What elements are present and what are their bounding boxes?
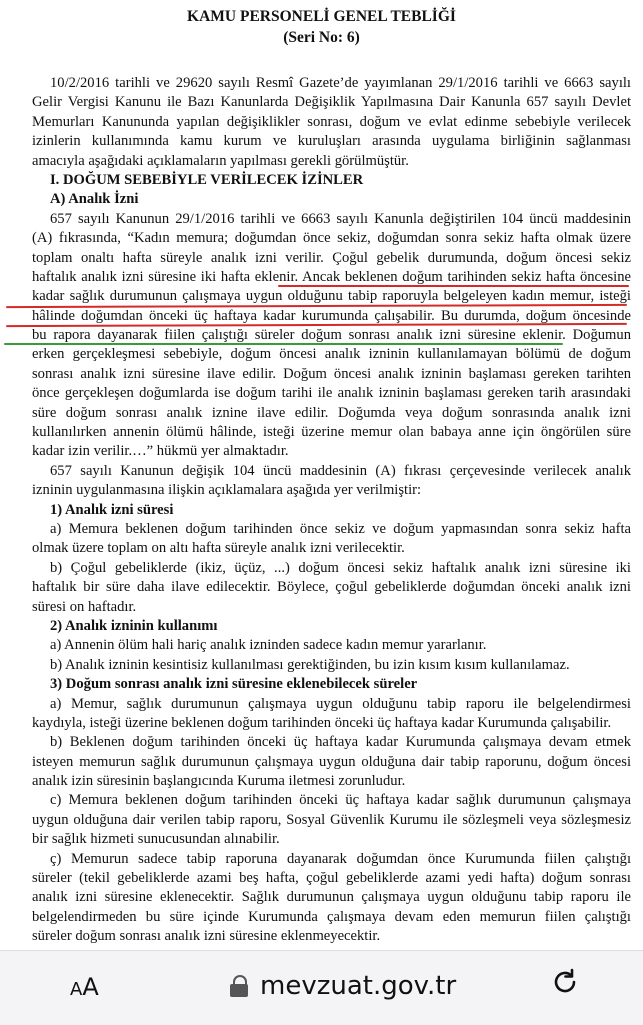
text-line: I. DOĞUM SEBEBİYLE VERİLECEK İZİNLER bbox=[50, 171, 364, 188]
text-line: analık izin süresinin başlangıcında Kuruma iletmesi zorunludur. bbox=[32, 773, 406, 790]
text-line: süresi on haftadır. bbox=[32, 598, 137, 615]
text-line: uygun olduğuna dair verilen tabip raporu, Sosyal Güvenlik Kurumu ile sözleşmeli veya sözleşmesiz bbox=[32, 811, 631, 828]
text-line: kadar izin verilir.…” hükmü yer almaktadır. bbox=[32, 443, 289, 460]
text-line: 1) Analık izni süresi bbox=[50, 501, 174, 518]
text-line: A) Analık İzni bbox=[50, 191, 139, 208]
text-line: 2) Analık izninin kullanımı bbox=[50, 617, 218, 634]
lock-icon bbox=[230, 975, 248, 997]
text-line: bir sağlık hizmeti sunucusundan alınabilir. bbox=[32, 831, 280, 848]
text-line: a) Annenin ölüm hali hariç analık izninden sadece kadın memur yararlanır. bbox=[50, 637, 487, 654]
text-line: analık izni süresine eklenecektir. Sağlık durumunun çalışmaya uygun olduğunu tabip raporu ile bbox=[32, 889, 631, 906]
text-line: süreler doğum sonrası analık izni süresine eklenmeyecektir. bbox=[32, 928, 381, 945]
text-line: önce gerçekleşen doğumlarda ise doğum tarihi ile analık izninin başlaması gereken tarih arasındaki bbox=[32, 385, 631, 402]
text-line: belgelendirmeden bu süre içinde Kurumunda çalışmaya devam eden memurun fiilen çalıştığı bbox=[32, 908, 631, 925]
text-line: süre doğum sonrası analık iznine ilave edilir. Doğumda veya doğum sonrasında analık izni bbox=[32, 404, 631, 421]
url-field[interactable] bbox=[230, 971, 456, 1001]
text-line: toplam onaltı hafta süreyle analık izni verilir. Çoğul gebelik durumunda, doğum öncesi sekiz bbox=[32, 249, 631, 266]
text-line: amacıyla aşağıdaki açıklamaların yapılması gerekli görülmüştür. bbox=[32, 152, 409, 169]
text-line: bu rapora dayanarak fiilen çalıştığı süreler doğum sonrası analık izni süresine eklenir. Doğumun bbox=[0, 326, 643, 345]
text-line: kadar sağlık durumunun çalışmaya uygun olduğunu tabip raporuyla belgeleyen kadın memur, isteği bbox=[0, 287, 643, 306]
text-line: a) Memura beklenen doğum tarihinden önce sekiz ve doğum yapmasından sonra sekiz hafta bbox=[50, 520, 631, 537]
text-line: (A) fıkrasında, “Kadın memura; doğumdan önce sekiz, doğumdan sonra sekiz hafta olmak üzere bbox=[32, 230, 631, 247]
text-line: 657 sayılı Kanunun değişik 104 üncü maddesinin (A) fıkrası çerçevesinde verilecek analık bbox=[50, 462, 631, 479]
text-line: sonrası analık izni süresine ilave edilir. Doğum öncesi analık izninin başlaması gereken tarihten bbox=[32, 365, 631, 382]
text-line: erken gerçekleşmesi sebebiyle, doğum öncesi analık izninin kullanılamayan bölümü de doğum bbox=[32, 346, 631, 363]
text-size-small-glyph: A bbox=[70, 979, 83, 1000]
text-line: izninin uygulanmasına ilişkin açıklamalara aşağıda yer verilmiştir: bbox=[32, 482, 422, 499]
document-subtitle: (Seri No: 6) bbox=[283, 29, 360, 46]
browser-address-bar bbox=[0, 950, 643, 1025]
text-line: hâlinde doğumdan önceki üç haftaya kadar kurumunda çalışabilir. Bu durumda, doğum öncesinde bbox=[0, 307, 643, 326]
text-line: a) Memur, sağlık durumunun çalışmaya uygun olduğunu tabip raporu ile belgelendirmesi bbox=[50, 695, 631, 712]
text-size-button[interactable] bbox=[70, 973, 99, 1001]
text-line: Gelir Vergisi Kanunu ile Bazı Kanunlarda Değişiklik Yapılmasına Dair Kanunla 657 sayılı Devlet bbox=[32, 94, 631, 111]
text-line: 3) Doğum sonrası analık izni süresine eklenebilecek süreler bbox=[50, 676, 418, 693]
text-line: 657 sayılı Kanunun 29/1/2016 tarihli ve 6663 sayılı Kanunla değiştirilen 104 üncü maddesinin bbox=[50, 210, 631, 227]
text-size-large-glyph: A bbox=[82, 973, 99, 1001]
text-line: süreler (tekil gebeliklerde azami beş hafta, çoğul gebeliklerde azami yedi hafta) doğum sonrası bbox=[32, 870, 631, 887]
text-line: 10/2/2016 tarihli ve 29620 sayılı Resmî Gazete’de yayımlanan 29/1/2016 tarihli ve 6663 sayılı bbox=[50, 75, 631, 91]
text-line: b) Beklenen doğum tarihinden önceki üç haftaya kadar Kurumunda çalışmaya devam etmek bbox=[50, 734, 631, 751]
document-title: KAMU PERSONELİ GENEL TEBLİĞİ bbox=[187, 8, 456, 25]
reload-icon[interactable] bbox=[550, 967, 580, 997]
text-line: ç) Memurun sadece tabip raporuna dayanarak doğumdan önce Kurumunda fiilen çalıştığı bbox=[50, 850, 631, 867]
text-line: haftalık bir süre daha ilave edilecektir. Böylece, çoğul gebeliklerde doğumdan önceki analık izni bbox=[32, 579, 631, 596]
text-line: haftalık analık izni süresine iki hafta eklenir. Ancak beklenen doğum tarihinden sekiz hafta öncesine bbox=[0, 268, 643, 287]
text-line: olmak üzere toplam on altı hafta süreyle analık izni verilecektir. bbox=[32, 540, 405, 557]
text-line: b) Analık izninin kesintisiz kullanılması gerektiğinden, bu izin kısım kısım kullanılamaz. bbox=[50, 656, 570, 673]
text-line: c) Memura beklenen doğum tarihinden önceki üç haftaya kadar sağlık durumunun çalışmaya bbox=[50, 792, 631, 809]
text-line: kullanılırken annenin ölümü hâlinde, isteği üzerine memur olan babaya anne için öngörülen süre bbox=[32, 424, 631, 441]
text-line: isteyen memurun sağlık durumunun çalışmaya uygun olduğuna dair tabip raporunu, doğum öncesi bbox=[32, 753, 631, 770]
text-line: kaydıyla, isteği üzerine beklenen doğum tarihinden önceki üç haftaya kadar Kurumunda çalışabilir. bbox=[32, 714, 612, 731]
url-domain-text: mevzuat.gov.tr bbox=[260, 971, 457, 1001]
text-line: b) Çoğul gebeliklerde (ikiz, üçüz, ...) doğum öncesi sekiz haftalık analık izni süresine iki bbox=[50, 559, 631, 576]
document-body bbox=[0, 74, 643, 947]
text-line: izinlerin kullanımında kamu kurum ve kuruluşları arasında uygulama birliğinin sağlanması bbox=[32, 133, 631, 150]
text-line: Memurları Kanununda yapılan değişiklikler sonrası, doğum ve evlat edinme sebebiyle verilecek bbox=[32, 113, 631, 130]
